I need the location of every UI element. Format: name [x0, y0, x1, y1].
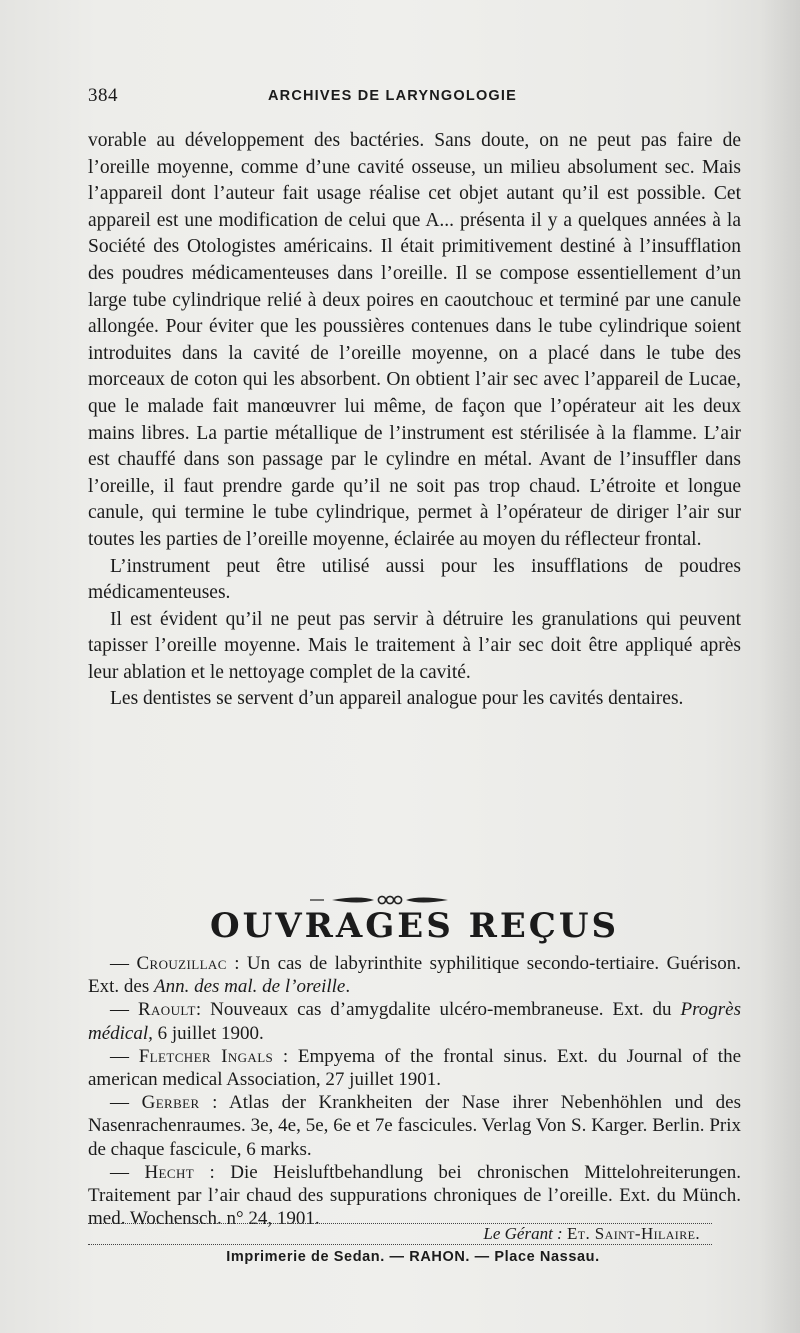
list-dash: — — [110, 1045, 139, 1067]
list-item — [88, 998, 741, 1044]
body-paragraph: Il est évident qu’il ne peut pas servir à détruire les granulations qui peuvent tapisser l’oreille moyenne. Mais le traitement à l’air sec doit être appliqué après leur ablation et le nettoyage complet de la cavité. — [88, 608, 741, 683]
reference-text: Atlas der Krankheiten der Nase ihrer Nebenhöhlen und des Nasenrachenraumes. 3e, 4e, 5e, 6e et 7e fascicules. Verlag Von S. Karger. Berlin. Prix de chaque fascicule, 6 marks. — [88, 1092, 742, 1160]
page-edge-shadow — [760, 0, 800, 1333]
reference-text: Un cas de labyrinthite syphilitique secondo-tertiaire. Guérison. Ext. des — [88, 953, 742, 998]
reference-text: Nouveaux cas d’amygdalite ulcéro-membraneuse. Ext. du — [210, 999, 681, 1021]
list-dash: — — [110, 1161, 145, 1183]
list-item — [88, 952, 741, 998]
list-dash: — — [110, 1092, 142, 1114]
reference-tail: . — [345, 976, 351, 998]
list-dash: — — [110, 953, 137, 974]
gerant-name: Et. Saint-Hilaire. — [566, 1224, 700, 1243]
list-item — [88, 1045, 741, 1091]
gerant-line — [88, 1224, 700, 1244]
reference-separator: : — [226, 953, 247, 974]
reference-author: Fletcher Ingals — [138, 1045, 274, 1067]
list-dash: — — [110, 999, 138, 1021]
reference-separator: : — [199, 1092, 229, 1114]
reference-author: Gerber — [141, 1092, 200, 1114]
reference-source: Progrès médical, — [88, 999, 741, 1044]
reference-text: Empyema of the frontal sinus. Ext. du Journal of the american medical Association, 27 juillet 1901. — [88, 1045, 741, 1091]
page-number: 384 — [88, 85, 118, 106]
body-paragraph: L’instrument peut être utilisé aussi pour les insufflations de poudres médicamenteuses. — [88, 555, 741, 604]
page-header — [88, 85, 738, 111]
body-paragraph: vorable au développement des bactéries. Sans doute, on ne peut pas faire de l’oreille moyenne, comme d’une cavité osseuse, un milieu absolument sec. Mais l’appareil dont l’auteur fait usage réalise cet objet autant qu’il est possible. Cet appareil est une modification de celui que A... présenta il y a quelques années à la Société des Otologistes américains. Il était primitivement destiné à l’insufflation des poudres médicamenteuses dans l’oreille. Il se compose essentiellement d’un large tube cylindrique relié à deux poires en caoutchouc et terminé par une canule allongée. Pour éviter que les poussières contenues dans le tube cylindrique soient introduites dans la cavité de l’oreille moyenne, on a placé dans le tube des morceaux de coton qui les absorbent. On obtient l’air sec avec l’appareil de Lucae, que le malade fait manœuvrer lui même, de façon que l’opérateur ait les deux mains libres. La partie métallique de l’instrument est stérilisée à la flamme. L’air est chauffé dans son passage par le cylindre en métal. Avant de l’insuffler dans l’oreille, il faut prendre garde qu’il ne soit pas trop chaud. L’étroite et longue canule, qui termine le tube cylindrique, permet à l’opérateur de diriger l’air sur toutes les parties de l’oreille moyenne, éclairée au moyen du réflecteur frontal. — [88, 130, 741, 550]
printer-imprint: Imprimerie de Sedan. — RAHON. — Place Nassau. — [226, 1249, 600, 1265]
divider — [88, 1244, 712, 1245]
reference-author: Hecht — [144, 1161, 195, 1183]
list-item — [88, 1161, 741, 1231]
reference-author: Crouzillac — [136, 953, 227, 974]
reference-source: Ann. des mal. de l’oreille — [153, 976, 346, 998]
reference-separator: : — [194, 1161, 231, 1183]
list-item — [88, 1091, 741, 1161]
received-works-list — [88, 952, 741, 1230]
body-paragraph: Les dentistes se servent d’un appareil analogue pour les cavités dentaires. — [110, 688, 684, 710]
reference-separator: : — [195, 999, 211, 1021]
running-head: ARCHIVES DE LARYNGOLOGIE — [268, 88, 518, 104]
article-body — [88, 128, 741, 713]
reference-tail: 6 juillet 1900. — [152, 1022, 264, 1044]
reference-separator: : — [273, 1045, 298, 1067]
reference-author: Raoult — [137, 999, 196, 1021]
section-title: OUVRAGES REÇUS — [209, 906, 620, 946]
gerant-label: Le Gérant : — [483, 1224, 563, 1243]
reference-text: Die Heisluftbehandlung bei chronischen Mittelohreiterungen. Traitement par l’air chaud des suppurations chroniques de l’oreille. Ext. du Münch. med. Wochensch. n° 24, 1901. — [88, 1161, 742, 1230]
